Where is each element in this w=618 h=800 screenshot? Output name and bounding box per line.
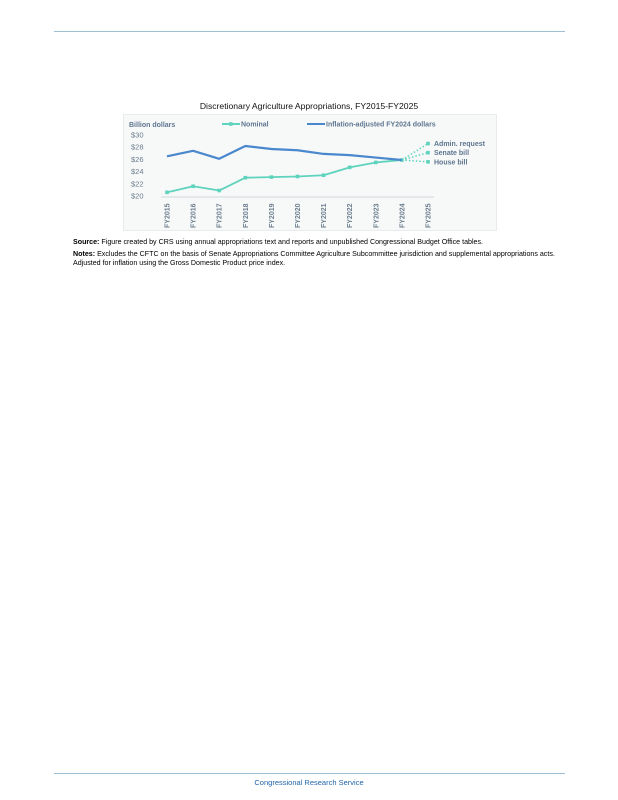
series-layer	[165, 146, 404, 194]
legend-label: Inflation-adjusted FY2024 dollars	[326, 121, 436, 129]
notes-note	[73, 250, 561, 269]
series-point	[165, 191, 169, 195]
series-point	[374, 161, 378, 165]
series-point	[217, 189, 221, 193]
x-tick-label: FY2017	[216, 203, 224, 228]
y-axis	[131, 131, 144, 201]
projection-label: House bill	[434, 159, 468, 167]
projection-label: Admin. request	[434, 141, 485, 149]
x-tick-label: FY2022	[347, 203, 355, 228]
series-point	[322, 173, 326, 177]
notes-label: Notes:	[73, 249, 96, 258]
source-note	[73, 238, 561, 248]
y-tick-label: $24	[131, 167, 144, 177]
y-tick-label: $20	[131, 191, 144, 201]
figure-notes	[73, 238, 561, 271]
projection-point	[426, 151, 430, 155]
x-tick-label: FY2019	[268, 203, 276, 228]
x-tick-label: FY2015	[164, 203, 172, 228]
y-axis-label: Billion dollars	[129, 122, 176, 129]
x-tick-label: FY2018	[242, 203, 250, 228]
x-tick-label: FY2023	[373, 203, 381, 228]
footer-rule	[54, 773, 565, 774]
projection-line	[402, 160, 428, 162]
projection-point	[426, 142, 430, 146]
y-tick-label: $28	[131, 142, 144, 152]
x-tick-label: FY2025	[425, 203, 433, 228]
legend-label: Nominal	[241, 121, 269, 129]
projection-label: Senate bill	[434, 150, 470, 158]
legend	[222, 122, 436, 129]
x-axis	[161, 197, 434, 228]
x-tick-label: FY2021	[321, 203, 329, 228]
y-tick-label: $26	[131, 154, 144, 164]
header-rule	[54, 31, 565, 32]
projection-layer	[402, 141, 486, 166]
y-tick-label: $30	[131, 130, 144, 140]
series-line-nominal	[167, 160, 402, 192]
projection-line	[402, 153, 428, 160]
series-point	[296, 175, 300, 179]
x-tick-label: FY2020	[295, 203, 302, 228]
x-tick-label: FY2024	[399, 203, 407, 228]
series-point	[244, 176, 248, 180]
series-point	[270, 175, 274, 179]
notes-text: Excludes the CFTC on the basis of Senate Appropriations Committee Agriculture Subcommittee jurisdiction and supplemental appropriations acts. Adjusted for inflation using the Gross Domestic Product price index.	[73, 249, 555, 267]
legend-marker	[229, 122, 233, 126]
chart-panel	[123, 114, 497, 231]
projection-point	[426, 160, 430, 164]
x-tick-label: FY2016	[190, 203, 198, 228]
series-point	[191, 184, 195, 188]
line-chart	[124, 115, 496, 230]
source-text: Figure created by CRS using annual appropriations text and reports and unpublished Congressional Budget Office tables.	[101, 238, 483, 246]
figure-title: Discretionary Agriculture Appropriations, FY2015-FY2025	[199, 101, 419, 111]
footer-text: Congressional Research Service	[254, 778, 364, 787]
source-label: Source:	[73, 238, 100, 246]
y-tick-label: $22	[131, 179, 144, 189]
series-line-inflation-adjusted-fy2024-dollars	[167, 146, 402, 160]
projection-line	[402, 144, 428, 160]
series-point	[348, 166, 352, 170]
